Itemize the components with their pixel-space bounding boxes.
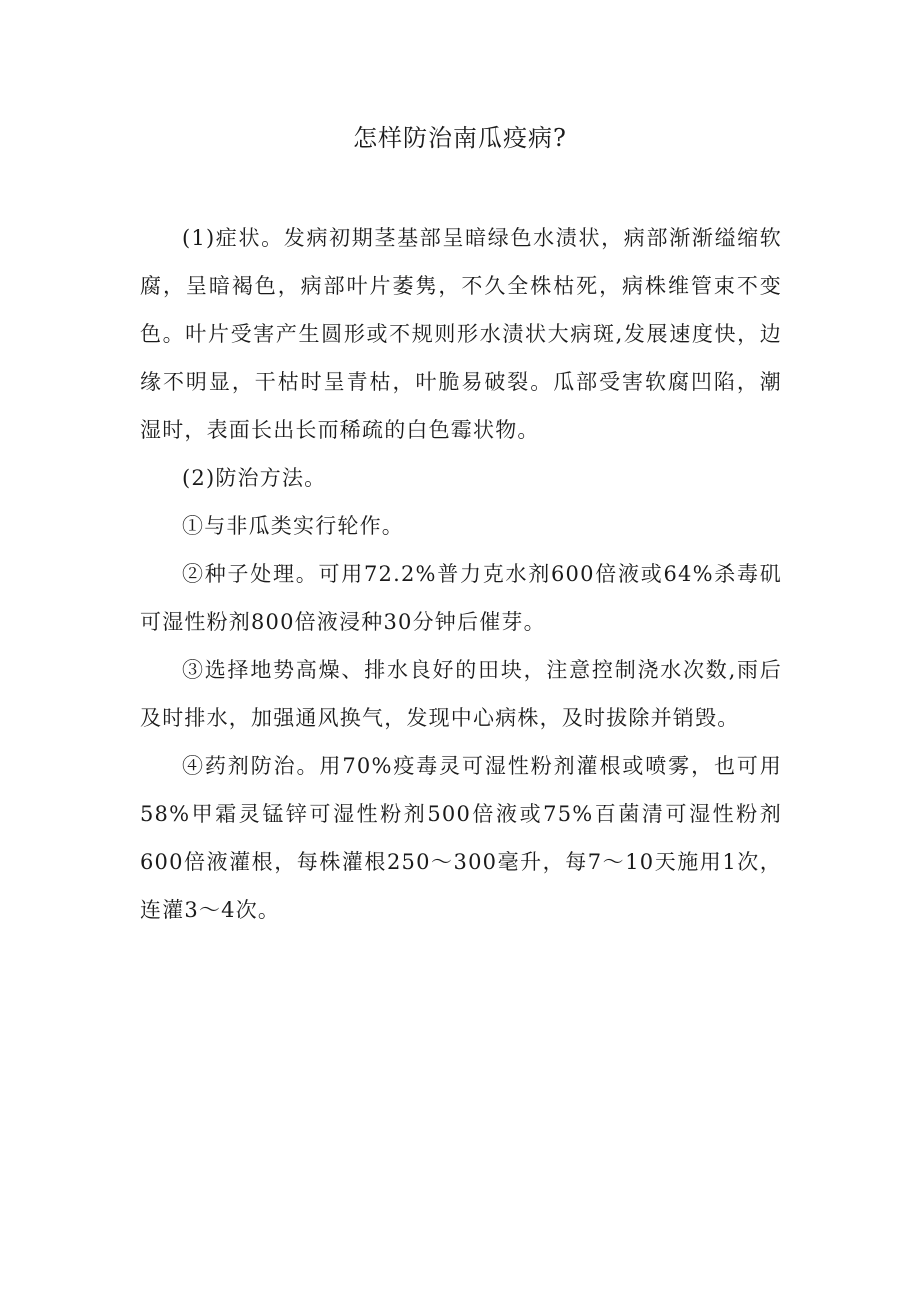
paragraph-symptoms: (1)症状。发病初期茎基部呈暗绿色水渍状，病部渐渐缢缩软腐，呈暗褐色，病部叶片萎隽，不久全株枯死，病株维管束不变色。叶片受害产生圆形或不规则形水渍状大病斑,发展速度快，边缘不明显，干枯时呈青枯，叶脆易破裂。瓜部受害软腐凹陷，潮湿时，表面长出长而稀疏的白色霉状物。 xyxy=(140,226,782,442)
paragraph-methods-heading: (2)防治方法。 xyxy=(182,466,327,490)
paragraph-method-4: ④药剂防治。用70%疫毒灵可湿性粉剂灌根或喷雾，也可用58%甲霜灵锰锌可湿性粉剂500倍液或75%百菌清可湿性粉剂600倍液灌根，每株灌根250〜300毫升，每7〜10天施用1次，连灌3〜4次。 xyxy=(140,754,782,922)
document-body xyxy=(140,214,782,934)
paragraph-method-1: ①与非瓜类实行轮作。 xyxy=(182,514,404,538)
document-title: 怎样防治南瓜疫病? xyxy=(353,124,567,152)
paragraph-method-3: ③选择地势高燥、排水良好的田块，注意控制浇水次数,雨后及时排水，加强通风换气，发现中心病株，及时拔除并销毁。 xyxy=(140,658,782,730)
paragraph-method-2: ②种子处理。可用72.2%普力克水剂600倍液或64%杀毒矶可湿性粉剂800倍液浸种30分钟后催芽。 xyxy=(140,562,782,634)
